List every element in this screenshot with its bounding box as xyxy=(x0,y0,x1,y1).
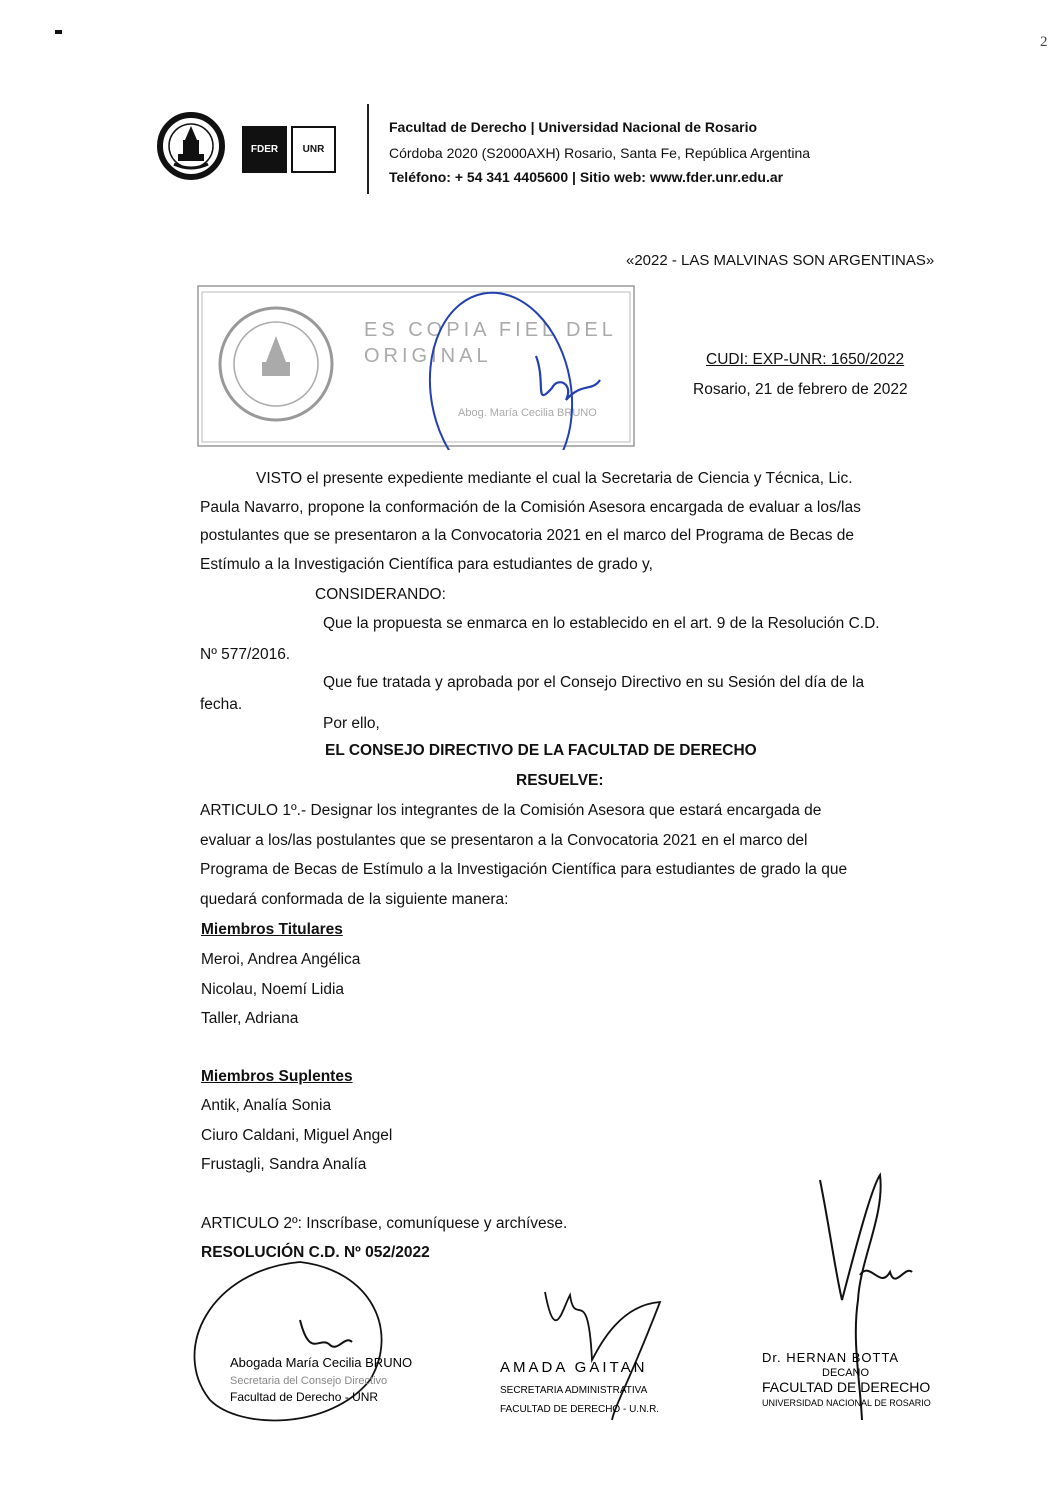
visto-line-2: Paula Navarro, propone la conformación de la Comisión Asesora encargada de evaluar a los/las xyxy=(200,499,861,516)
por-ello: Por ello, xyxy=(323,715,380,732)
sig2-line1: AMADA GAITAN xyxy=(500,1359,648,1376)
motto: «2022 - LAS MALVINAS SON ARGENTINAS» xyxy=(626,252,935,269)
considerando-heading: CONSIDERANDO: xyxy=(315,586,446,603)
signature-botta xyxy=(762,1175,931,1420)
sig3-line1: Dr. HERNAN BOTTA xyxy=(762,1350,900,1365)
certified-copy-stamp xyxy=(196,284,636,450)
document-date: Rosario, 21 de febrero de 2022 xyxy=(693,381,908,398)
scan-mark xyxy=(55,30,62,34)
sig1-line1: Abogada María Cecilia BRUNO xyxy=(230,1355,413,1370)
header-institution: Facultad de Derecho | Universidad Nacional de Rosario xyxy=(389,119,758,135)
art1-line-3: Programa de Becas de Estímulo a la Investigación Científica para estudiantes de grado la que xyxy=(200,861,848,878)
suplentes-heading: Miembros Suplentes xyxy=(201,1068,353,1085)
sig3-line4: UNIVERSIDAD NACIONAL DE ROSARIO xyxy=(762,1398,931,1408)
fder-logo: FDER xyxy=(242,126,287,173)
visto-line-1: VISTO el presente expediente mediante el cual la Secretaria de Ciencia y Técnica, Lic. xyxy=(256,470,853,487)
titular-member: Nicolau, Noemí Lidia xyxy=(201,981,345,998)
considerando-1-line-2: Nº 577/2016. xyxy=(200,646,291,663)
art1-line-4: quedará conformada de la siguiente manera: xyxy=(200,891,509,908)
art1-line-2: evaluar a los/las postulantes que se presentaron a la Convocatoria 2021 en el marco del xyxy=(200,832,808,849)
sig2-line2: SECRETARIA ADMINISTRATIVA xyxy=(500,1385,648,1396)
header-contact: Teléfono: + 54 341 4405600 | Sitio web: www.fder.unr.edu.ar xyxy=(389,169,784,185)
suplente-member: Antik, Analía Sonia xyxy=(201,1097,332,1114)
sig1-line3: Facultad de Derecho - UNR xyxy=(230,1390,379,1404)
sig1-line2: Secretaria del Consejo Directivo xyxy=(230,1375,388,1387)
signature-bruno xyxy=(194,1262,412,1420)
visto-line-4: Estímulo a la Investigación Científica para estudiantes de grado y, xyxy=(200,556,653,573)
titular-member: Meroi, Andrea Angélica xyxy=(201,951,361,968)
considerando-2-line-1: Que fue tratada y aprobada por el Consejo Directivo en su Sesión del día de la xyxy=(323,674,865,691)
art2: ARTICULO 2º: Inscríbase, comuníquese y archívese. xyxy=(201,1215,568,1232)
page-number: 2 xyxy=(1040,34,1048,50)
resuelve-heading: RESUELVE: xyxy=(516,772,604,789)
titulares-heading: Miembros Titulares xyxy=(201,921,343,938)
considerando-2-line-2: fecha. xyxy=(200,696,243,713)
stamp-name: Abog. María Cecilia BRUNO xyxy=(458,407,597,419)
sig3-line3: FACULTAD DE DERECHO xyxy=(762,1379,931,1395)
art1-line-1: ARTICULO 1º.- Designar los integrantes de la Comisión Asesora que estará encargada de xyxy=(200,802,822,819)
header-address: Córdoba 2020 (S2000AXH) Rosario, Santa Fe, República Argentina xyxy=(389,145,811,161)
suplente-member: Frustagli, Sandra Analía xyxy=(201,1156,367,1173)
university-seal-icon xyxy=(156,110,226,186)
considerando-1-line-1: Que la propuesta se enmarca en lo establecido en el art. 9 de la Resolución C.D. xyxy=(323,615,880,632)
resolution-number: RESOLUCIÓN C.D. Nº 052/2022 xyxy=(201,1244,430,1261)
consejo-heading: EL CONSEJO DIRECTIVO DE LA FACULTAD DE DERECHO xyxy=(325,742,757,759)
visto-line-3: postulantes que se presentaron a la Convocatoria 2021 en el marco del Programa de Becas de xyxy=(200,527,854,544)
stamp-line1: ES COPIA FIEL DEL xyxy=(364,319,617,341)
stamp-line2: ORIGINAL xyxy=(364,345,492,367)
header-divider xyxy=(367,104,369,194)
unr-logo: UNR xyxy=(291,126,336,173)
sig3-line2: DECANO xyxy=(822,1367,870,1379)
sig2-line3: FACULTAD DE DERECHO - U.N.R. xyxy=(500,1404,660,1415)
suplente-member: Ciuro Caldani, Miguel Angel xyxy=(201,1127,393,1144)
signature-gaitan xyxy=(500,1292,660,1420)
cudi-reference: CUDI: EXP-UNR: 1650/2022 xyxy=(706,351,905,368)
titular-member: Taller, Adriana xyxy=(201,1010,299,1027)
